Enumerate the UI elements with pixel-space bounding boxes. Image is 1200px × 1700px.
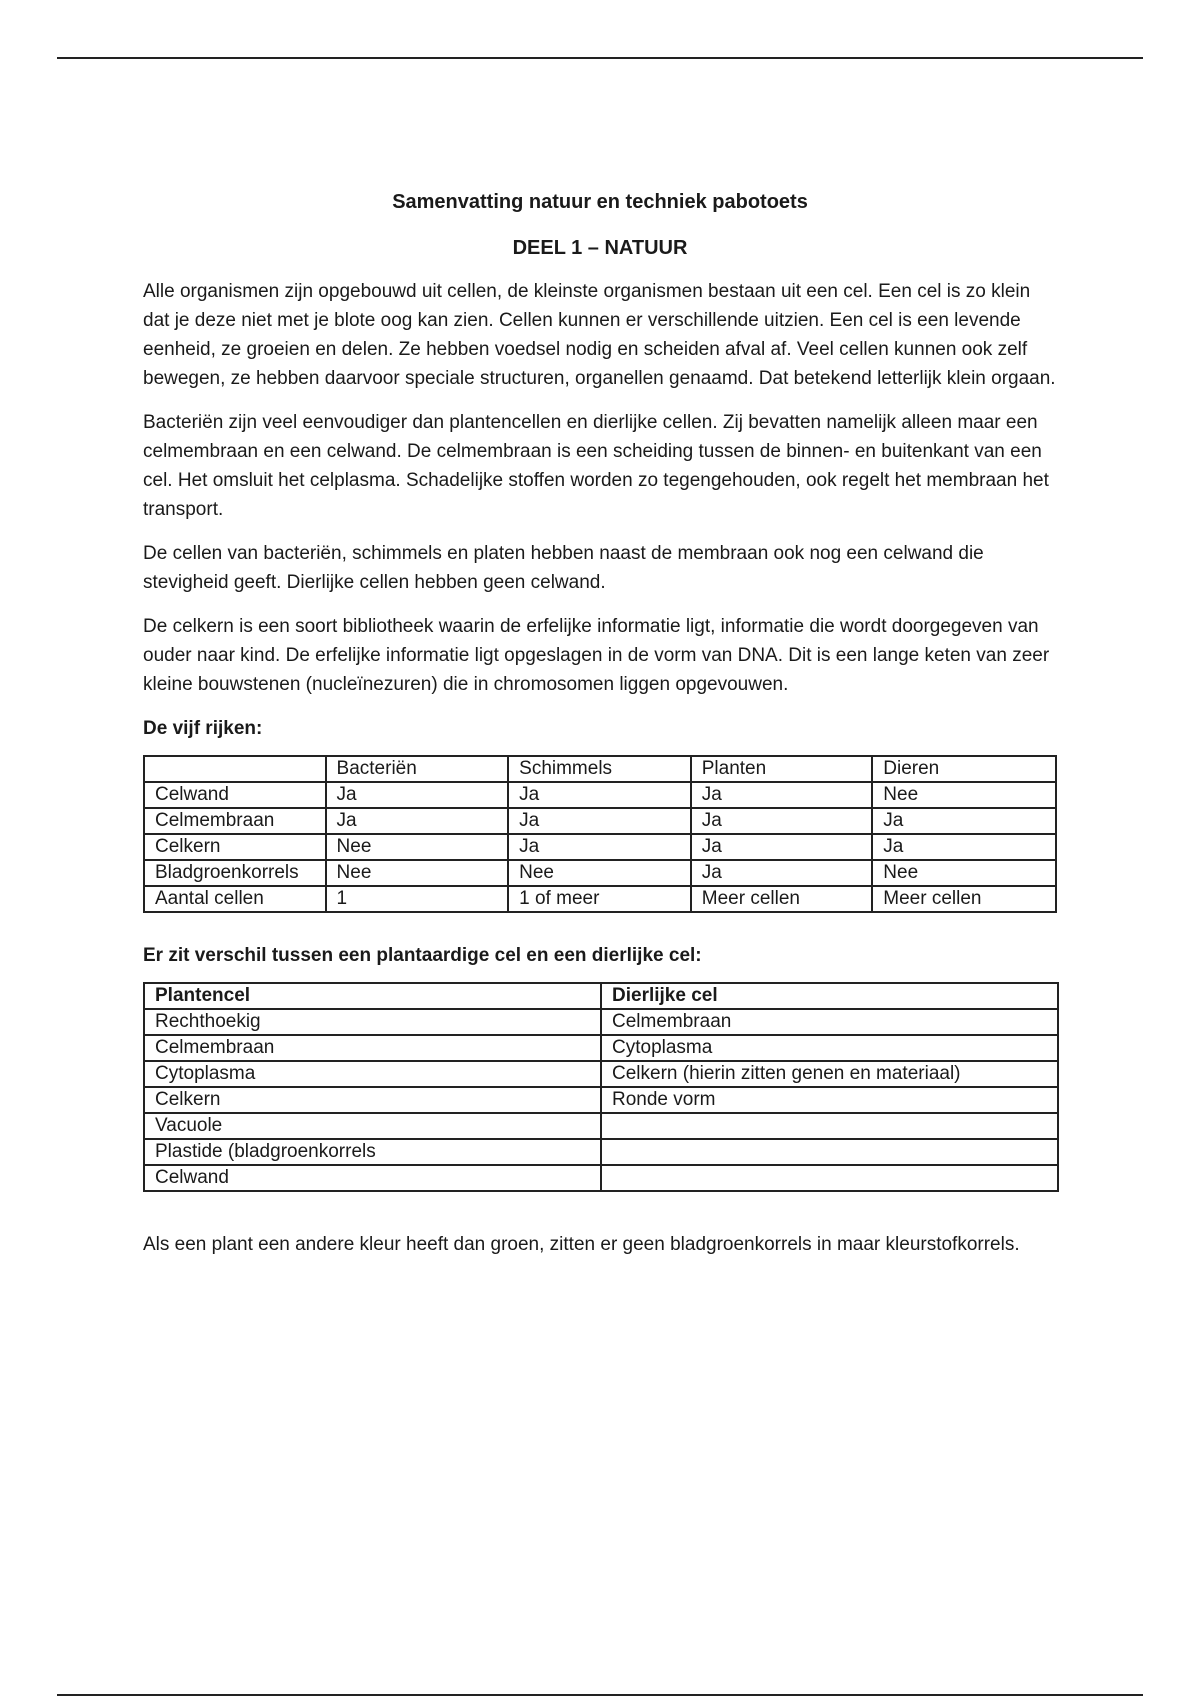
table-cell: Ja xyxy=(691,782,873,808)
table-row xyxy=(144,1113,1058,1139)
table-cell: Plastide (bladgroenkorrels xyxy=(144,1139,601,1165)
table-cell: Dierlijke cel xyxy=(601,983,1058,1009)
table-cell: Celkern (hierin zitten genen en materiaal) xyxy=(601,1061,1058,1087)
bottom-rule xyxy=(57,1694,1143,1696)
table-row xyxy=(144,1139,1058,1165)
table-cell: Celwand xyxy=(144,782,326,808)
table-cell: Celkern xyxy=(144,1087,601,1113)
table-cell: Ronde vorm xyxy=(601,1087,1058,1113)
paragraph: De cellen van bacteriën, schimmels en platen hebben naast de membraan ook nog een celwand die stevigheid geeft. Dierlijke cellen hebben geen celwand. xyxy=(143,543,984,593)
table-cell: Rechthoekig xyxy=(144,1009,601,1035)
table-cell: Plantencel xyxy=(144,983,601,1009)
table-cell: Celkern xyxy=(144,834,326,860)
table-cell: Nee xyxy=(872,782,1056,808)
table-cell: 1 of meer xyxy=(508,886,691,912)
paragraph: Alle organismen zijn opgebouwd uit cellen, de kleinste organismen bestaan uit een cel. Een cel is zo klein dat je deze niet met je blote oog kan zien. Cellen kunnen er verschillende uitzien. Een cel is een levende eenheid, ze groeien en delen. Ze hebben voedsel nodig en scheiden afval af. Veel cellen kunnen ook zelf bewegen, ze hebben daarvoor speciale structuren, organellen genaamd. Dat betekend letterlijk klein orgaan. xyxy=(143,281,1056,389)
plant-dier-cel-table xyxy=(143,982,1059,1192)
rijken-heading: De vijf rijken: xyxy=(143,718,263,739)
table-cell: Nee xyxy=(326,860,509,886)
table-cell: Ja xyxy=(872,808,1056,834)
table-cell: Ja xyxy=(326,808,509,834)
table-cell xyxy=(601,1113,1058,1139)
table-cell: Ja xyxy=(326,782,509,808)
table-cell: Cytoplasma xyxy=(144,1061,601,1087)
table-cell: Nee xyxy=(326,834,509,860)
verschil-heading: Er zit verschil tussen een plantaardige cel en een dierlijke cel: xyxy=(143,945,702,966)
table-row xyxy=(144,834,1056,860)
table-row xyxy=(144,1087,1058,1113)
table-cell: Ja xyxy=(508,808,691,834)
table-cell: Ja xyxy=(691,860,873,886)
document-body xyxy=(143,188,1057,1274)
table-cell: Nee xyxy=(872,860,1056,886)
table-cell: Meer cellen xyxy=(872,886,1056,912)
table-row xyxy=(144,1165,1058,1191)
section-title: DEEL 1 – NATUUR xyxy=(512,237,688,259)
table-cell: Celmembraan xyxy=(144,1035,601,1061)
table-cell xyxy=(144,756,326,782)
table-cell: Nee xyxy=(508,860,691,886)
top-rule xyxy=(57,57,1143,59)
table-cell: Ja xyxy=(691,808,873,834)
table-cell: Schimmels xyxy=(508,756,691,782)
closing-paragraph: Als een plant een andere kleur heeft dan groen, zitten er geen bladgroenkorrels in maar kleurstofkorrels. xyxy=(143,1234,1020,1255)
paragraph: Bacteriën zijn veel eenvoudiger dan plantencellen en dierlijke cellen. Zij bevatten namelijk alleen maar een celmembraan en een celwand. De celmembraan is een scheiding tussen de binnen- en buitenkant van een cel. Het omsluit het celplasma. Schadelijke stoffen worden zo tegengehouden, ook regelt het membraan het transport. xyxy=(143,412,1049,520)
table-cell: Celmembraan xyxy=(601,1009,1058,1035)
table-cell xyxy=(601,1165,1058,1191)
table-cell: Cytoplasma xyxy=(601,1035,1058,1061)
table-row xyxy=(144,782,1056,808)
table-cell: Planten xyxy=(691,756,873,782)
table-cell: Bacteriën xyxy=(326,756,509,782)
table-cell: 1 xyxy=(326,886,509,912)
table-cell: Celwand xyxy=(144,1165,601,1191)
table-cell: Ja xyxy=(508,782,691,808)
table-row xyxy=(144,1061,1058,1087)
table-cell xyxy=(601,1139,1058,1165)
table-header-row xyxy=(144,756,1056,782)
table-row xyxy=(144,886,1056,912)
table-cell: Ja xyxy=(872,834,1056,860)
table-header-row xyxy=(144,983,1058,1009)
vijf-rijken-table xyxy=(143,755,1057,913)
table-row xyxy=(144,860,1056,886)
table-cell: Aantal cellen xyxy=(144,886,326,912)
table-cell: Celmembraan xyxy=(144,808,326,834)
table-cell: Vacuole xyxy=(144,1113,601,1139)
table-cell: Dieren xyxy=(872,756,1056,782)
paragraph: De celkern is een soort bibliotheek waarin de erfelijke informatie ligt, informatie die wordt doorgegeven van ouder naar kind. De erfelijke informatie ligt opgeslagen in de vorm van DNA. Dit is een lange keten van zeer kleine bouwstenen (nucleïnezuren) die in chromosomen liggen opgevouwen. xyxy=(143,616,1050,695)
table-cell: Bladgroenkorrels xyxy=(144,860,326,886)
document-title: Samenvatting natuur en techniek pabotoets xyxy=(392,191,808,213)
table-cell: Meer cellen xyxy=(691,886,873,912)
table-cell: Ja xyxy=(691,834,873,860)
table-row xyxy=(144,1009,1058,1035)
table-row xyxy=(144,808,1056,834)
table-row xyxy=(144,1035,1058,1061)
table-cell: Ja xyxy=(508,834,691,860)
